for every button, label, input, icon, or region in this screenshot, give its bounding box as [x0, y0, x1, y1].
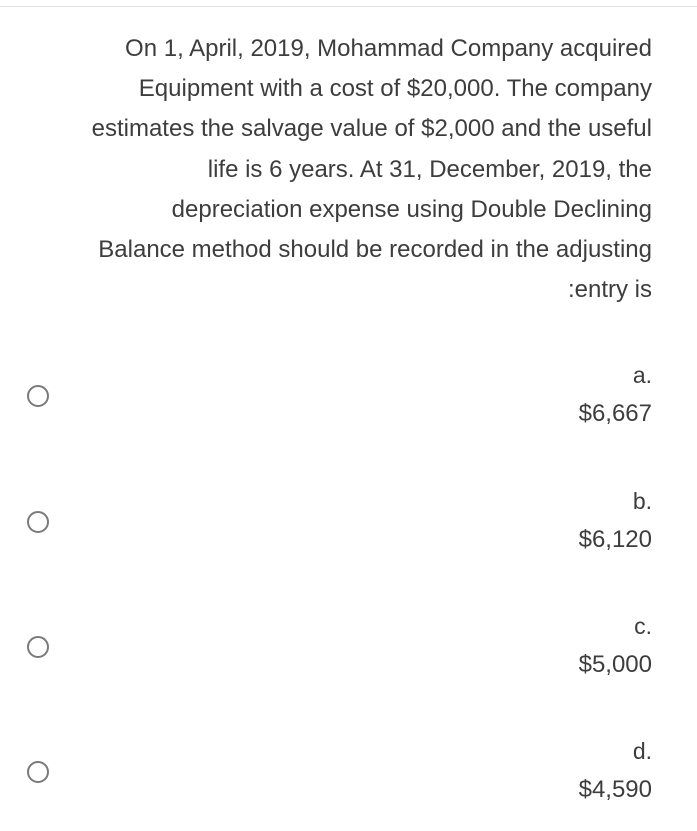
radio-button-a[interactable]	[27, 385, 49, 407]
question-text	[20, 29, 652, 310]
radio-button-d[interactable]	[27, 761, 49, 783]
question-line: estimates the salvage value of $2,000 and the useful	[91, 115, 652, 143]
option-amount-c: $5,000	[578, 651, 652, 678]
answer-option-a[interactable]	[0, 355, 697, 455]
option-letter-c: .c	[634, 613, 652, 639]
question-line: depreciation expense using Double Declining	[171, 195, 652, 223]
top-divider	[0, 6, 697, 7]
answer-option-b[interactable]	[0, 481, 697, 581]
option-amount-b: $6,120	[578, 526, 652, 553]
answer-option-d[interactable]	[0, 731, 697, 831]
question-line: Equipment with a cost of $20,000. The company	[138, 75, 652, 103]
question-line: life is 6 years. At 31, December, 2019, the	[207, 155, 652, 183]
question-line: :entry is	[567, 276, 652, 304]
option-amount-a: $6,667	[578, 400, 652, 427]
option-letter-b: .b	[632, 488, 652, 514]
option-letter-d: .d	[632, 738, 652, 764]
radio-button-b[interactable]	[27, 511, 49, 533]
option-amount-d: $4,590	[578, 776, 652, 803]
radio-button-c[interactable]	[27, 636, 49, 658]
question-line: Balance method should be recorded in the adjusting	[98, 236, 652, 264]
question-line: On 1, April, 2019, Mohammad Company acquired	[125, 35, 652, 62]
option-letter-a: .a	[632, 362, 652, 388]
answer-option-c[interactable]	[0, 606, 697, 706]
